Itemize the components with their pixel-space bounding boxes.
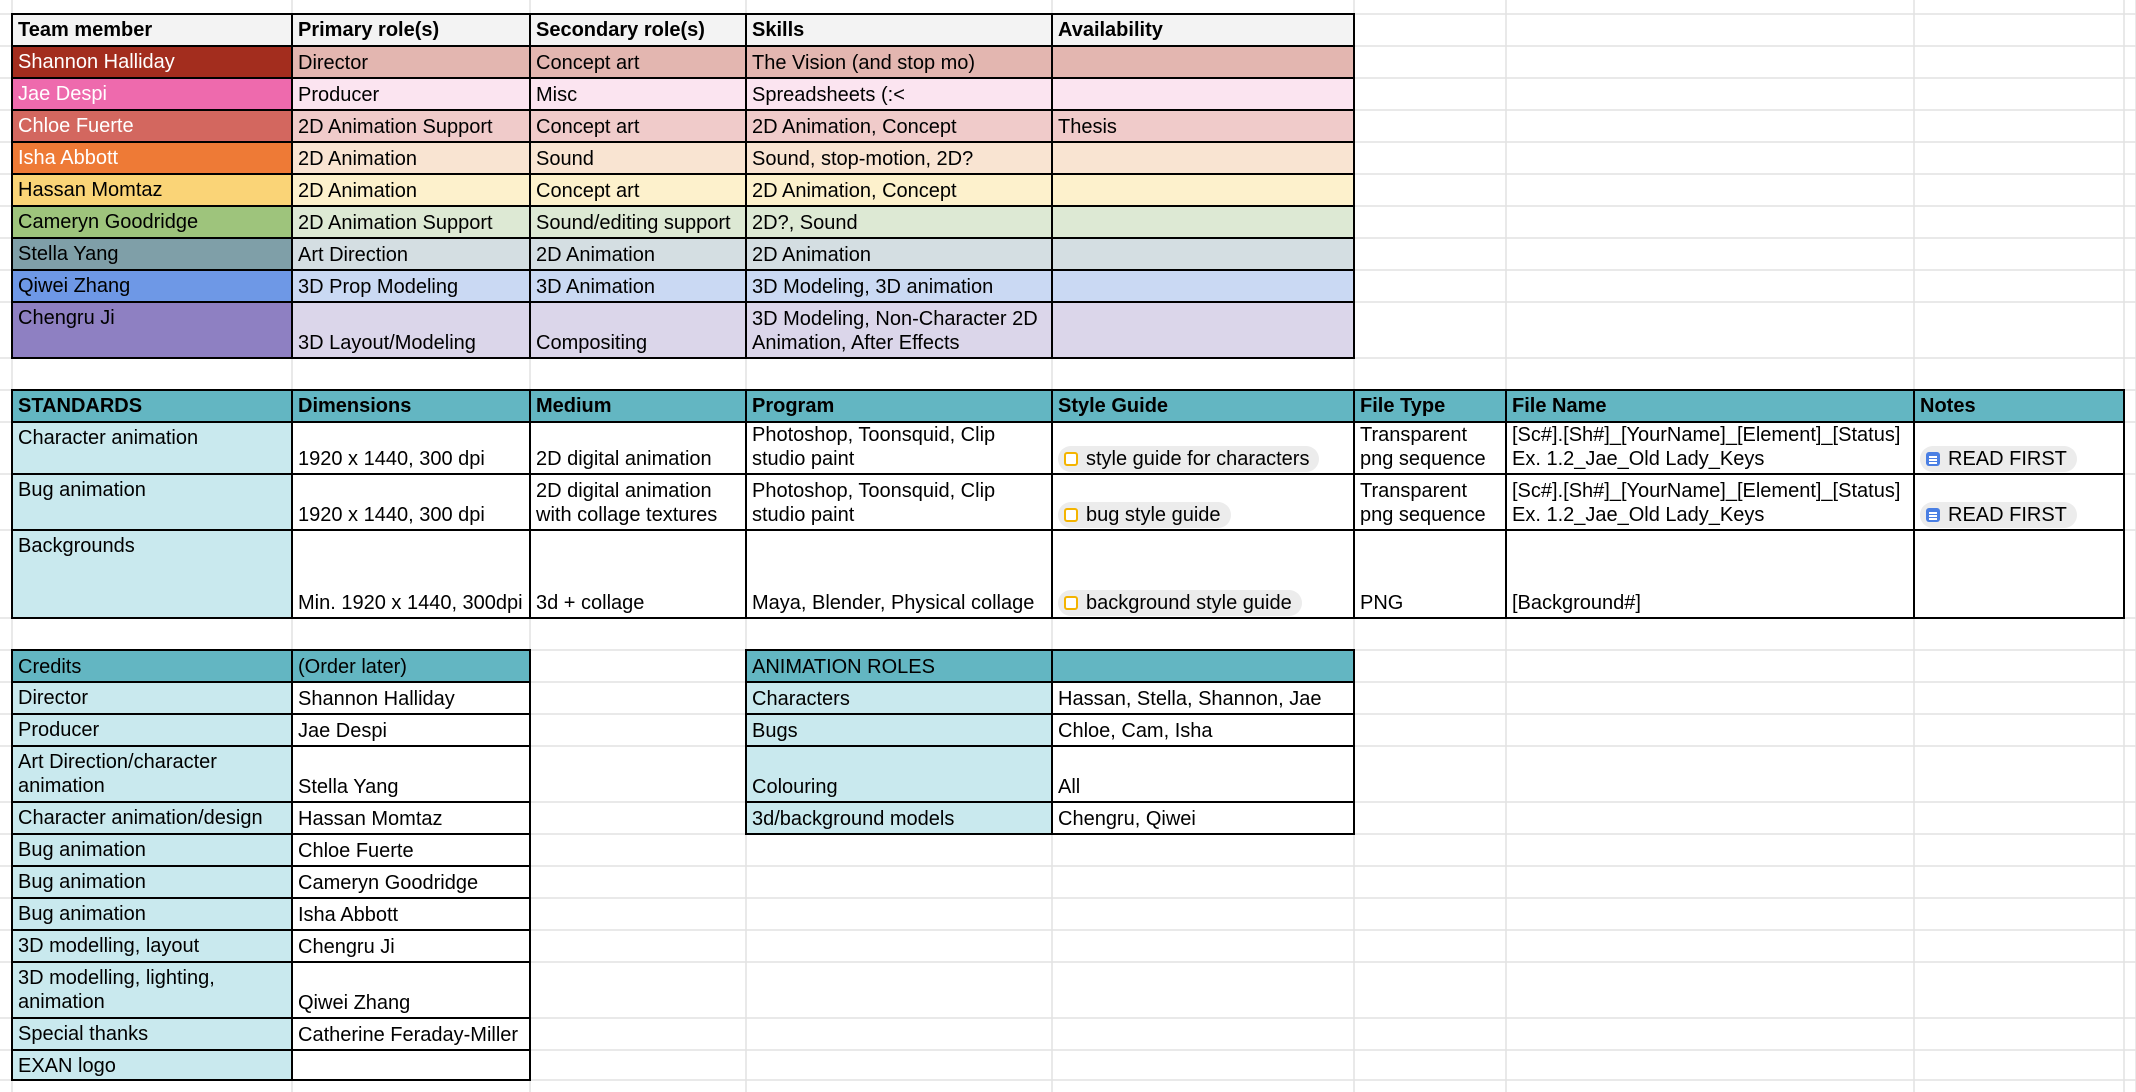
cell-text: Art Direction/character animation [18,751,217,797]
animation-role[interactable] [745,745,1053,803]
standards-dimensions[interactable] [291,421,531,475]
team-cell[interactable] [291,173,531,207]
team-cell[interactable] [1051,301,1355,359]
cell-text: Stella Yang [298,776,399,798]
standards-header-cell[interactable] [291,389,531,423]
credits-role[interactable] [11,713,293,747]
cell-text: 3D Modeling, Non-Character 2D Animation, After Effects [752,308,1038,354]
standards-medium[interactable] [529,421,747,475]
team-cell[interactable] [529,237,747,271]
cell-text: 1920 x 1440, 300 dpi [298,448,485,470]
animation-role[interactable] [745,681,1053,715]
cell-text: Isha Abbott [298,904,399,926]
cell-text: Qiwei Zhang [18,275,131,297]
team-cell[interactable] [745,45,1053,79]
team-cell[interactable] [745,237,1053,271]
cell-text: 2D Animation [752,244,871,266]
credits-person[interactable] [291,833,531,867]
team-cell[interactable] [291,205,531,239]
team-cell[interactable] [529,301,747,359]
notes-doc-link[interactable] [1920,502,2077,528]
slides-icon [1064,508,1078,522]
credits-role[interactable] [11,833,293,867]
cell-text: 3D Modeling, 3D animation [752,276,994,298]
credits-role[interactable] [11,745,293,803]
team-cell[interactable] [1051,77,1355,111]
team-cell[interactable] [529,45,747,79]
cell-text: Primary role(s) [298,19,440,41]
cell-text: 3D modelling, layout [18,935,200,957]
team-cell[interactable] [529,109,747,143]
team-member-name[interactable] [11,173,293,207]
style-guide-link[interactable] [1058,502,1231,528]
team-cell[interactable] [291,141,531,175]
chip-label: style guide for characters [1086,448,1310,470]
credits-person[interactable] [291,681,531,715]
cell-text: 2D Animation [298,180,417,202]
team-member-name[interactable] [11,45,293,79]
credits-role[interactable] [11,865,293,899]
cell-text: Characters [752,688,850,710]
cell-text: 2D Animation Support [298,212,493,234]
standards-program[interactable] [745,473,1053,531]
standards-medium[interactable] [529,529,747,619]
slides-icon [1064,452,1078,466]
cell-text: Chloe Fuerte [298,840,414,862]
standards-header-cell[interactable] [529,389,747,423]
cell-text: Min. 1920 x 1440, 300dpi [298,592,523,614]
cell-text: Availability [1058,19,1163,41]
cell-text: Dimensions [298,395,412,417]
standards-notes[interactable] [1913,421,2125,475]
cell-text: 2D Animation, Concept [752,180,957,202]
standards-dimensions[interactable] [291,473,531,531]
cell-text: Qiwei Zhang [298,992,411,1014]
cell-text: Chloe, Cam, Isha [1058,720,1213,742]
cell-text: Photoshop, Toonsquid, Clip studio paint [752,424,996,470]
standards-notes[interactable] [1913,529,2125,619]
cell-text: 2D digital animation [536,448,712,470]
cell-text: [Background#] [1512,592,1641,614]
standards-row-label[interactable] [11,529,293,619]
cell-text: Bug animation [18,839,146,861]
standards-row-label[interactable] [11,421,293,475]
standards-header-cell[interactable] [1913,389,2125,423]
cell-text: Director [18,687,89,709]
cell-text: Concept art [536,52,640,74]
cell-text: 2D Animation Support [298,116,493,138]
cell-text: Sound, stop-motion, 2D? [752,148,974,170]
credits-person[interactable] [291,713,531,747]
credits-header-cell[interactable] [11,649,293,683]
credits-role[interactable] [11,1049,293,1081]
cell-text: Transparent png sequence [1360,424,1486,470]
team-cell[interactable] [291,301,531,359]
team-cell[interactable] [529,141,747,175]
cell-text: 3D Prop Modeling [298,276,459,298]
credits-person[interactable] [291,801,531,835]
cell-text: Shannon Halliday [298,688,455,710]
team-member-name[interactable] [11,109,293,143]
cell-text: Team member [18,19,153,41]
credits-header-cell[interactable] [291,649,531,683]
team-cell[interactable] [1051,173,1355,207]
standards-file-name[interactable] [1505,421,1915,475]
team-cell[interactable] [291,77,531,111]
cell-text: Bug animation [18,479,146,501]
doc-icon [1926,508,1940,522]
team-cell[interactable] [1051,109,1355,143]
cell-text: Stella Yang [18,243,119,265]
team-cell[interactable] [745,269,1053,303]
cell-text: Photoshop, Toonsquid, Clip studio paint [752,480,996,526]
team-cell[interactable] [1051,205,1355,239]
animation-roles-header[interactable] [1051,649,1355,683]
cell-text: Style Guide [1058,395,1169,417]
team-cell[interactable] [291,269,531,303]
standards-header-cell[interactable] [1051,389,1355,423]
cell-text: 2D Animation [298,148,417,170]
cell-text: Backgrounds [18,535,135,557]
standards-style-guide[interactable] [1051,529,1355,619]
cell-text: Special thanks [18,1023,149,1045]
standards-row-label[interactable] [11,473,293,531]
cell-text: Producer [18,719,100,741]
team-member-name[interactable] [11,301,293,359]
cell-text: Concept art [536,180,640,202]
team-member-name[interactable] [11,237,293,271]
cell-text: 2D digital animation with collage textures [536,480,718,526]
standards-program[interactable] [745,421,1053,475]
cell-text: Chloe Fuerte [18,115,134,137]
cell-text: File Type [1360,395,1446,417]
team-cell[interactable] [1051,141,1355,175]
cell-text: Chengru, Qiwei [1058,808,1196,830]
team-cell[interactable] [1051,45,1355,79]
chip-label: READ FIRST [1948,504,2067,526]
team-cell[interactable] [1051,237,1355,271]
cell-text: STANDARDS [18,395,143,417]
cell-text: Chengru Ji [298,936,395,958]
cell-text: Jae Despi [298,720,387,742]
credits-role[interactable] [11,681,293,715]
cell-text: 1920 x 1440, 300 dpi [298,504,485,526]
credits-person[interactable] [291,865,531,899]
standards-medium[interactable] [529,473,747,531]
chip-label: bug style guide [1086,504,1221,526]
cell-text: Chengru Ji [18,307,115,329]
cell-text: Secondary role(s) [536,19,705,41]
cell-text: Thesis [1058,116,1117,138]
team-member-name[interactable] [11,141,293,175]
team-header-cell[interactable] [291,13,531,47]
cell-text: Colouring [752,776,838,798]
cell-text: Character animation/design [18,807,263,829]
team-cell[interactable] [745,205,1053,239]
standards-header-cell[interactable] [745,389,1053,423]
cell-text: Catherine Feraday-Miller [298,1024,519,1046]
animation-role-people[interactable] [1051,801,1355,835]
standards-program[interactable] [745,529,1053,619]
cell-text: Skills [752,19,805,41]
team-cell[interactable] [745,173,1053,207]
credits-person[interactable] [291,897,531,931]
team-header-cell[interactable] [11,13,293,47]
cell-text: Character animation [18,427,199,449]
credits-role[interactable] [11,801,293,835]
cell-text: Concept art [536,116,640,138]
cell-text: Credits [18,656,82,678]
cell-text: Hassan Momtaz [298,808,443,830]
standards-style-guide[interactable] [1051,421,1355,475]
team-member-name[interactable] [11,205,293,239]
style-guide-link[interactable] [1058,446,1319,472]
cell-text: 2D?, Sound [752,212,858,234]
team-cell[interactable] [291,237,531,271]
standards-notes[interactable] [1913,473,2125,531]
cell-text: 3d + collage [536,592,645,614]
standards-style-guide[interactable] [1051,473,1355,531]
cell-text: Hassan Momtaz [18,179,163,201]
standards-header-cell[interactable] [11,389,293,423]
cell-text: Transparent png sequence [1360,480,1486,526]
cell-text: Medium [536,395,612,417]
cell-text: Spreadsheets (:< [752,84,905,106]
standards-dimensions[interactable] [291,529,531,619]
chip-label: READ FIRST [1948,448,2067,470]
credits-person[interactable] [291,745,531,803]
cell-text: [Sc#].[Sh#]_[YourName]_[Element]_[Status] Ex. 1.2_Jae_Old Lady_Keys [1512,480,1901,526]
cell-text: Program [752,395,835,417]
cell-text: Bug animation [18,871,146,893]
team-cell[interactable] [1051,269,1355,303]
cell-text: Notes [1920,395,1976,417]
cell-text: All [1058,776,1081,798]
cell-text: File Name [1512,395,1607,417]
standards-file-type[interactable] [1353,473,1507,531]
cell-text: Isha Abbott [18,147,119,169]
credits-person[interactable] [291,1049,531,1081]
cell-text: Director [298,52,369,74]
team-header-cell[interactable] [745,13,1053,47]
cell-text: Sound [536,148,594,170]
notes-doc-link[interactable] [1920,446,2077,472]
team-cell[interactable] [291,109,531,143]
cell-text: 3d/background models [752,808,955,830]
credits-person[interactable] [291,1017,531,1051]
team-cell[interactable] [529,269,747,303]
credits-person[interactable] [291,929,531,963]
animation-role-people[interactable] [1051,713,1355,747]
cell-text: Cameryn Goodridge [18,211,199,233]
cell-text: EXAN logo [18,1055,116,1077]
credits-role[interactable] [11,1017,293,1051]
cell-text: Misc [536,84,578,106]
cell-text: 3D Animation [536,276,655,298]
team-header-cell[interactable] [1051,13,1355,47]
cell-text: ANIMATION ROLES [752,656,935,678]
cell-text: The Vision (and stop mo) [752,52,976,74]
standards-header-cell[interactable] [1505,389,1915,423]
cell-text: [Sc#].[Sh#]_[YourName]_[Element]_[Status] Ex. 1.2_Jae_Old Lady_Keys [1512,424,1901,470]
standards-file-name[interactable] [1505,473,1915,531]
cell-text: PNG [1360,592,1404,614]
cell-text: Hassan, Stella, Shannon, Jae [1058,688,1322,710]
cell-text: Maya, Blender, Physical collage [752,592,1035,614]
team-cell[interactable] [529,173,747,207]
cell-text: Shannon Halliday [18,51,175,73]
team-cell[interactable] [745,301,1053,359]
animation-role[interactable] [745,801,1053,835]
animation-role-people[interactable] [1051,681,1355,715]
cell-text: 2D Animation [536,244,655,266]
doc-icon [1926,452,1940,466]
cell-text: Compositing [536,332,648,354]
standards-file-type[interactable] [1353,529,1507,619]
cell-text: Bug animation [18,903,146,925]
cell-text: Jae Despi [18,83,107,105]
team-cell[interactable] [745,141,1053,175]
team-cell[interactable] [745,77,1053,111]
cell-text: Cameryn Goodridge [298,872,479,894]
credits-role[interactable] [11,929,293,963]
team-member-name[interactable] [11,77,293,111]
team-cell[interactable] [291,45,531,79]
slides-icon [1064,596,1078,610]
standards-file-name[interactable] [1505,529,1915,619]
team-header-cell[interactable] [529,13,747,47]
cell-text: 2D Animation, Concept [752,116,957,138]
team-cell[interactable] [745,109,1053,143]
cell-text: Producer [298,84,380,106]
chip-label: background style guide [1086,592,1292,614]
team-cell[interactable] [529,205,747,239]
credits-role[interactable] [11,897,293,931]
standards-header-cell[interactable] [1353,389,1507,423]
cell-text: Bugs [752,720,798,742]
cell-text: (Order later) [298,656,407,678]
standards-file-type[interactable] [1353,421,1507,475]
cell-text: 3D Layout/Modeling [298,332,476,354]
team-member-name[interactable] [11,269,293,303]
style-guide-link[interactable] [1058,590,1302,616]
cell-text: 3D modelling, lighting, animation [18,967,215,1013]
cell-text: Sound/editing support [536,212,731,234]
cell-text: Art Direction [298,244,409,266]
animation-role[interactable] [745,713,1053,747]
credits-person[interactable] [291,961,531,1019]
credits-role[interactable] [11,961,293,1019]
animation-roles-header[interactable] [745,649,1053,683]
team-cell[interactable] [529,77,747,111]
animation-role-people[interactable] [1051,745,1355,803]
